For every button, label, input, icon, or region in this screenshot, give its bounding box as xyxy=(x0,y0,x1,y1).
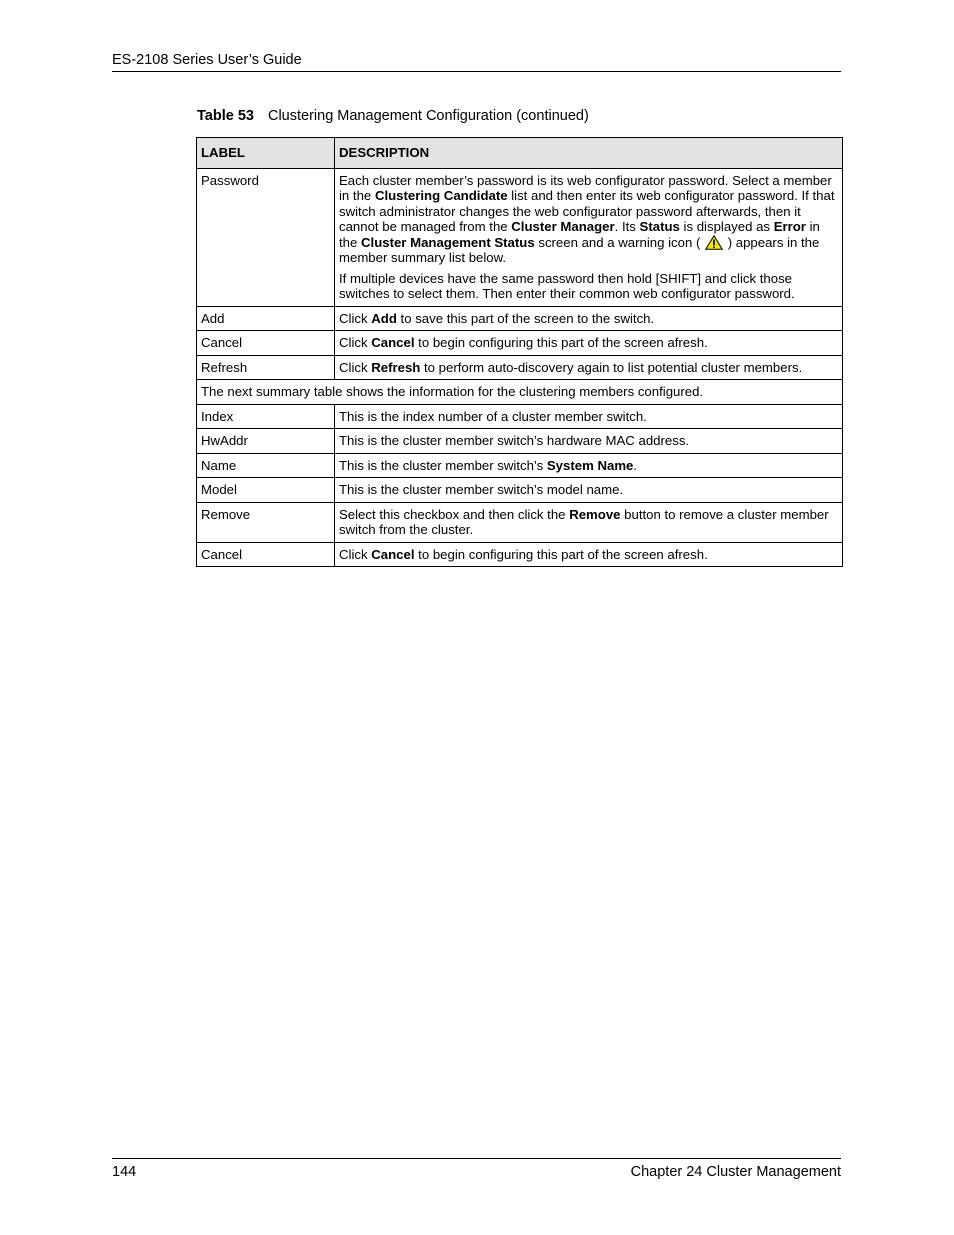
table-header-row xyxy=(197,138,843,169)
table-row xyxy=(197,502,843,542)
row-label: Cancel xyxy=(197,542,335,567)
row-label: Model xyxy=(197,478,335,503)
page-footer xyxy=(112,1158,841,1181)
table-row xyxy=(197,404,843,429)
row-description: Click Cancel to begin configuring this part of the screen afresh. xyxy=(335,542,843,567)
table-title: Clustering Management Configuration (continued) xyxy=(267,108,589,124)
row-description: This is the index number of a cluster member switch. xyxy=(335,404,843,429)
table-row xyxy=(197,168,843,306)
row-description xyxy=(335,168,843,306)
table-row xyxy=(197,306,843,331)
table-row xyxy=(197,355,843,380)
row-description: Click Cancel to begin configuring this part of the screen afresh. xyxy=(335,331,843,356)
page-number: 144 xyxy=(112,1164,137,1180)
row-label: Remove xyxy=(197,502,335,542)
row-label: Cancel xyxy=(197,331,335,356)
row-label: Refresh xyxy=(197,355,335,380)
row-description: Select this checkbox and then click the Remove button to remove a cluster member switch from the cluster. xyxy=(335,502,843,542)
row-description: This is the cluster member switch’s System Name. xyxy=(335,453,843,478)
table-row xyxy=(197,453,843,478)
table-number: Table 53 xyxy=(197,108,254,124)
page-header xyxy=(112,51,841,72)
summary-note: The next summary table shows the information for the clustering members configured. xyxy=(197,380,843,405)
label-column-header: LABEL xyxy=(197,138,335,169)
table-row xyxy=(197,542,843,567)
row-description: This is the cluster member switch’s hardware MAC address. xyxy=(335,429,843,454)
configuration-table xyxy=(196,137,843,567)
row-label: Password xyxy=(197,168,335,306)
password-paragraph-1: Each cluster member’s password is its web configurator password. Select a member in the Clustering Candidate list and then enter its web configurator password. If that switch administrator changes the web configurator password afterwards, then it cannot be managed from the Cluster Manager. Its Status is displayed as Error in the Cluster Management Status screen and a warning icon ( ) appears in the member summary list below. xyxy=(339,172,835,265)
chapter-title: Chapter 24 Cluster Management xyxy=(630,1164,841,1180)
table-row xyxy=(197,380,843,405)
row-description: This is the cluster member switch’s model name. xyxy=(335,478,843,503)
table-row xyxy=(197,429,843,454)
warning-triangle-icon xyxy=(705,235,723,250)
row-description: Click Refresh to perform auto-discovery again to list potential cluster members. xyxy=(335,355,843,380)
password-paragraph-2: If multiple devices have the same password then hold [SHIFT] and click those switches to select them. Then enter their common web configurator password. xyxy=(339,270,795,301)
row-label: Add xyxy=(197,306,335,331)
row-description: Click Add to save this part of the screen to the switch. xyxy=(335,306,843,331)
row-label: Name xyxy=(197,453,335,478)
table-row xyxy=(197,331,843,356)
table-row xyxy=(197,478,843,503)
table-caption xyxy=(197,107,589,125)
description-column-header: DESCRIPTION xyxy=(335,138,843,169)
guide-title: ES-2108 Series User’s Guide xyxy=(112,52,302,68)
row-label: Index xyxy=(197,404,335,429)
row-label: HwAddr xyxy=(197,429,335,454)
